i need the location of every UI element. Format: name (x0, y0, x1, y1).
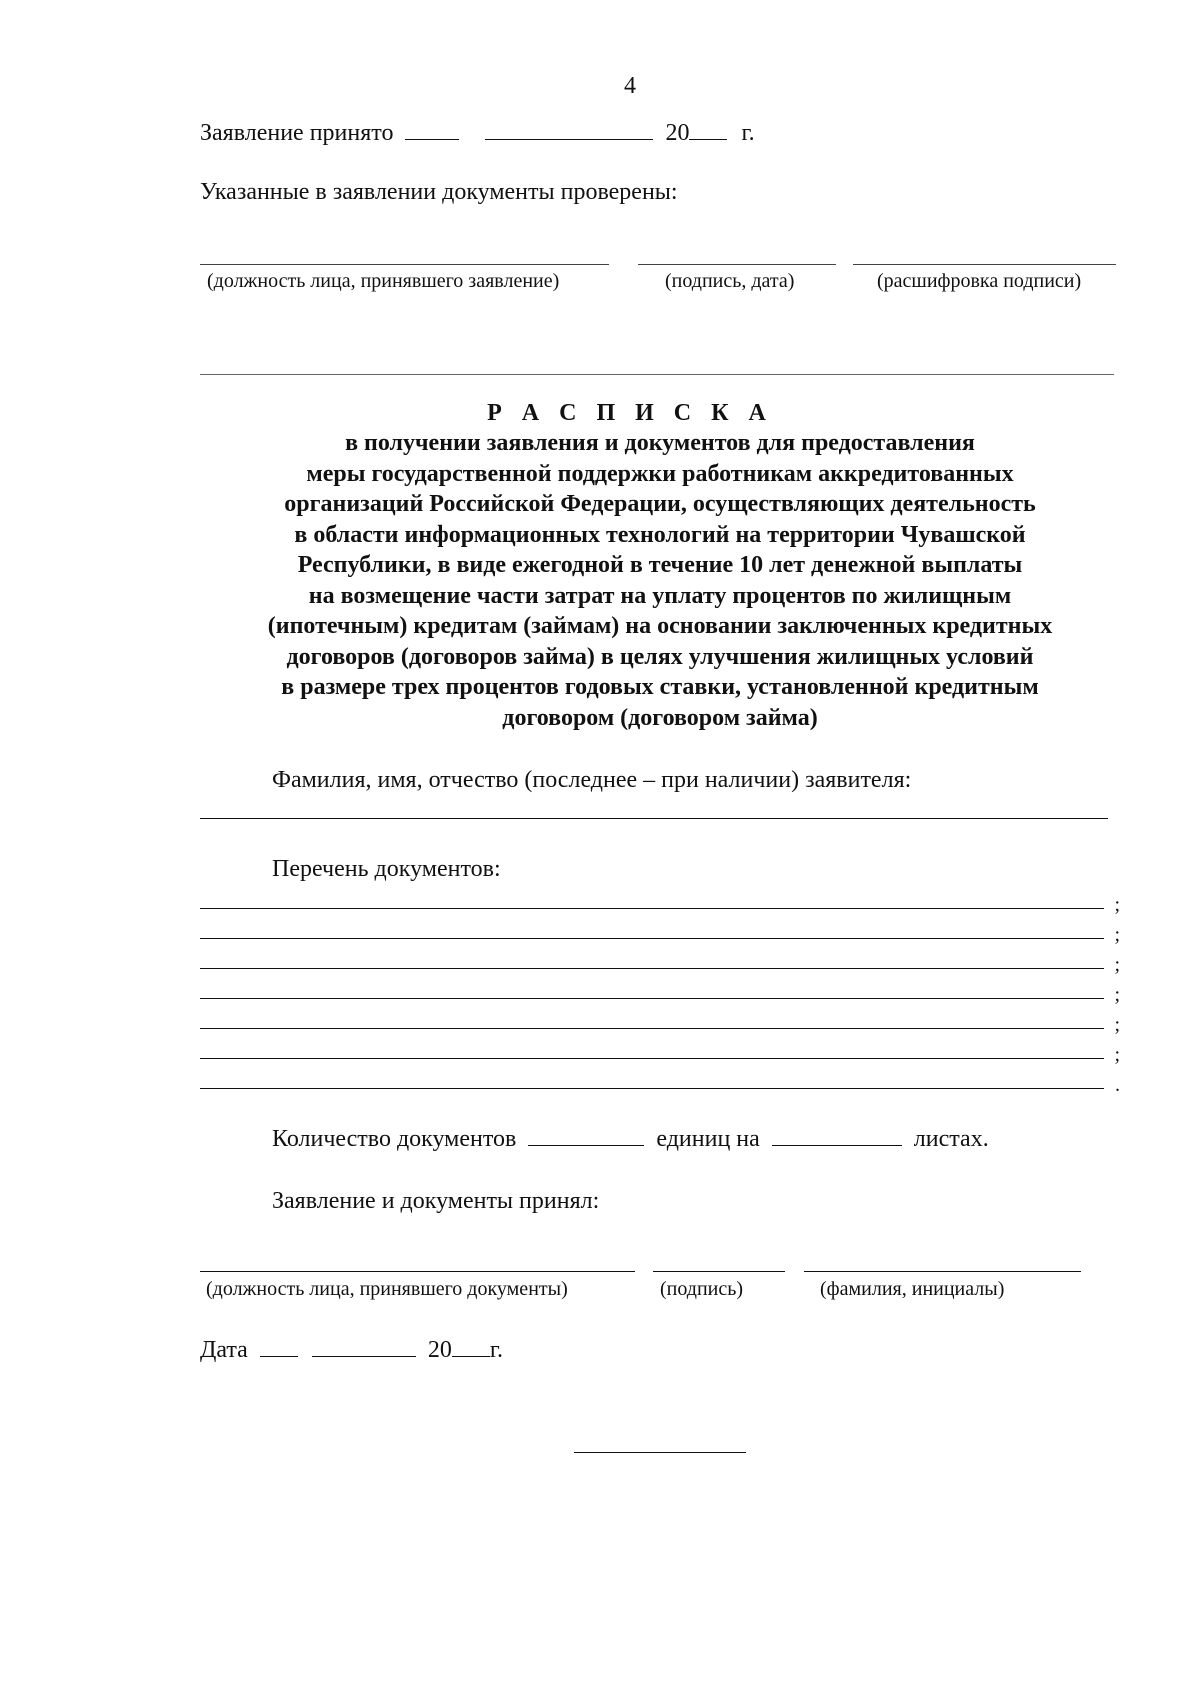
sheets-label: листах. (913, 1126, 989, 1152)
year-prefix: 20 (665, 120, 690, 146)
acceptor-name-line[interactable] (804, 1271, 1081, 1272)
row-punctuation: . (1115, 1074, 1120, 1096)
row-punctuation: ; (1114, 894, 1120, 916)
date-year-blank[interactable] (452, 1334, 490, 1357)
caption-acceptor-position: (должность лица, принявшего документы) (206, 1278, 568, 1300)
documents-list-label: Перечень документов: (272, 856, 501, 882)
caption-position: (должность лица, принявшего заявление) (207, 270, 560, 292)
caption-signature-date: (подпись, дата) (665, 270, 795, 292)
application-accepted-row (200, 117, 755, 147)
document-row[interactable] (200, 1059, 1120, 1096)
caption-acceptor-name: (фамилия, инициалы) (820, 1278, 1005, 1300)
row-punctuation: ; (1114, 1014, 1120, 1036)
document-row[interactable] (200, 969, 1120, 1006)
subtitle-line: (ипотечным) кредитам (займам) на основании заключенных кредитных (267, 613, 1053, 639)
acceptor-position-line[interactable] (200, 1271, 635, 1272)
documents-checked-label: Указанные в заявлении документы проверены: (200, 179, 678, 205)
date-month-blank[interactable] (312, 1334, 416, 1357)
subtitle-line: на возмещение части затрат на уплату процентов по жилищным (308, 582, 1012, 609)
date-label: Дата (200, 1337, 248, 1363)
document-row[interactable] (200, 999, 1120, 1036)
units-blank[interactable] (528, 1123, 644, 1146)
units-label: единиц на (656, 1126, 760, 1152)
date-year-prefix: 20 (427, 1337, 452, 1363)
subtitle-line: в получении заявления и документов для предоставления (345, 430, 975, 456)
month-blank[interactable] (485, 117, 653, 140)
row-punctuation: ; (1114, 984, 1120, 1006)
decoding-line[interactable] (853, 264, 1116, 265)
subtitle-line: Республики, в виде ежегодной в течение 10 лет денежной выплаты (297, 552, 1023, 578)
caption-decoding: (расшифровка подписи) (877, 270, 1082, 292)
document-row[interactable] (200, 879, 1120, 916)
subtitle-line: договором (договором займа) (502, 704, 818, 731)
subtitle-line: договоров (договоров займа) в целях улучшения жилищных условий (286, 643, 1034, 670)
subtitle-line: организаций Российской Федерации, осуществляющих деятельность (284, 491, 1036, 517)
year-suffix: г. (741, 120, 755, 146)
documents-count-row (272, 1123, 989, 1153)
position-line[interactable] (200, 264, 609, 265)
accepted-by-label: Заявление и документы принял: (272, 1188, 600, 1214)
row-punctuation: ; (1114, 924, 1120, 946)
closing-rule (574, 1452, 746, 1453)
date-row (200, 1334, 503, 1364)
receipt-title: Р А С П И С К А (487, 400, 773, 426)
date-year-suffix: г. (489, 1337, 503, 1363)
row-punctuation: ; (1114, 1044, 1120, 1066)
document-row[interactable] (200, 1029, 1120, 1066)
year-blank[interactable] (689, 117, 727, 140)
document-row[interactable] (200, 909, 1120, 946)
receipt-subtitle (160, 428, 1160, 733)
section-separator (200, 374, 1114, 375)
subtitle-line: в области информационных технологий на территории Чувашской (294, 521, 1026, 548)
sheets-blank[interactable] (772, 1123, 902, 1146)
caption-acceptor-signature: (подпись) (660, 1278, 744, 1300)
page-number: 4 (624, 73, 636, 99)
subtitle-line: в размере трех процентов годовых ставки, установленной кредитным (281, 674, 1039, 700)
acceptor-signature-line[interactable] (653, 1271, 785, 1272)
applicant-name-line[interactable] (200, 818, 1108, 819)
application-accepted-label: Заявление принято (200, 120, 394, 146)
subtitle-line: меры государственной поддержки работникам аккредитованных (306, 460, 1014, 487)
signature-date-line[interactable] (638, 264, 836, 265)
date-day-blank[interactable] (260, 1334, 298, 1357)
day-blank[interactable] (405, 117, 459, 140)
document-row[interactable] (200, 939, 1120, 976)
documents-count-label: Количество документов (272, 1126, 517, 1152)
row-punctuation: ; (1114, 954, 1120, 976)
applicant-label: Фамилия, имя, отчество (последнее – при наличии) заявителя: (272, 767, 912, 793)
